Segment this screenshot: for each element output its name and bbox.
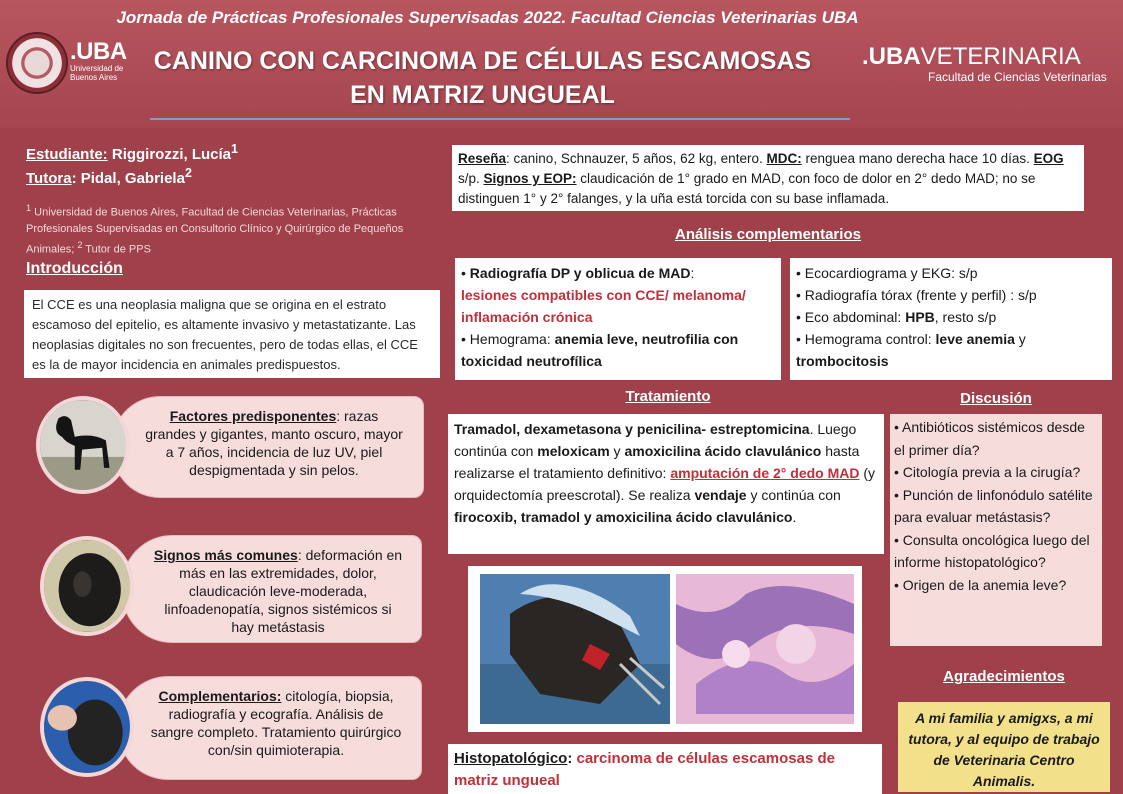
analisis-right-item: • Eco abdominal: HPB, resto s/p: [796, 309, 997, 325]
analisis-rx-label: Radiografía DP y oblicua de MAD: [469, 265, 691, 281]
black-dog-image: [40, 400, 126, 490]
analisis-right-item: • Radiografía tórax (frente y perfil) : s/p: [796, 287, 1037, 303]
tratamiento-heading: Tratamiento: [625, 388, 711, 405]
discusion-item: • Consulta oncológica luego del informe histopatológico?: [894, 531, 1090, 570]
analisis-right-box: [790, 258, 1112, 380]
discusion-heading: Discusión: [960, 390, 1032, 407]
discusion-item: • Antibióticos sistémicos desde el primer día?: [894, 419, 1085, 458]
trat-t5: y continúa con: [746, 487, 841, 503]
analisis-right-item-after: , resto s/p: [934, 309, 997, 325]
signos-label: Signos más comunes: [153, 547, 298, 563]
analisis-right-item-after: y: [1014, 331, 1026, 347]
trat-bold1: Tramadol, dexametasona y penicilina- estreptomicina: [454, 421, 810, 437]
agradecimientos-box: A mi familia y amigxs, a mi tutora, y al equipo de trabajo de Veterinaria Centro Animalis.: [898, 702, 1110, 792]
analisis-heading: Análisis complementarios: [675, 226, 861, 243]
resena-box: [452, 145, 1084, 211]
eog-label: EOG: [1033, 151, 1064, 166]
analisis-hemo-label: Hemograma:: [469, 331, 555, 347]
resena-label: Reseña: [458, 151, 507, 166]
resena-text2: renguea mano derecha hace 10 días.: [801, 151, 1034, 166]
trat-amputacion: amputación de 2° dedo MAD: [670, 465, 860, 481]
uba-logo: [70, 40, 127, 82]
trat-t3: hasta realizarse el tratamiento definitivo:: [454, 443, 860, 481]
intro-box: El CCE es una neoplasia maligna que se origina en el estrato escamoso del epitelio, es altamente invasivo y metastatizante. Las neoplasias digitales no son frecuentes, pero de todas ellas, el CCE es la de mayor incidencia en animales predispuestos.: [24, 290, 440, 378]
trat-bold3: amoxicilina ácido clavulánico: [624, 443, 822, 459]
histology-photo: [676, 574, 854, 724]
agradecimientos-heading: Agradecimientos: [943, 668, 1065, 685]
signos-text: : deformación en más en las extremidades, dolor, claudicación leve-moderada, linfoadenopatía, signos sistémicos si hay metástasis: [164, 547, 403, 635]
student-label: Estudiante:: [26, 146, 108, 163]
trat-bold5: firocoxib, tramadol y amoxicilina ácido clavulánico: [454, 509, 793, 525]
header-divider: [150, 118, 850, 120]
paw-photo-circle: [40, 536, 134, 636]
discusion-item-text: Citología previa a la cirugía?: [902, 464, 1081, 480]
vet-logo-rest: VETERINARIA: [920, 43, 1081, 70]
authors-block: [26, 140, 238, 188]
analisis-right-item-text: Radiografía tórax (frente y perfil) : s/p: [804, 287, 1037, 303]
tutor-label: Tutora: [26, 170, 72, 187]
affil-sup1: 1: [26, 203, 32, 213]
mdc-label: MDC:: [766, 151, 802, 166]
intro-heading: Introducción: [26, 260, 123, 277]
factores-box: [112, 396, 424, 498]
signos-box: [122, 535, 422, 643]
analisis-right-item-text: Ecocardiograma y EKG: s/p: [804, 265, 978, 281]
trat-bold4: vendaje: [694, 487, 747, 503]
analisis-hemo-result: anemia leve, neutrofilia con toxicidad neutrofílica: [461, 331, 739, 369]
resena-text1: : canino, Schnauzer, 5 años, 62 kg, entero.: [506, 151, 767, 166]
trat-t4: (y orquidectomía preescrotal). Se realiza: [454, 465, 876, 503]
analisis-right-item: • Ecocardiograma y EKG: s/p: [796, 265, 978, 281]
affil-end: Tutor de PPS: [82, 243, 151, 256]
analisis-right-item-bold2: trombocitosis: [796, 353, 889, 369]
factores-label: Factores predisponentes: [169, 408, 337, 424]
eop-label: Signos y EOP:: [483, 171, 577, 186]
trat-t1: . Luego continúa con: [454, 421, 857, 459]
histo-label: Histopatológico: [454, 750, 568, 767]
histo-colon: :: [567, 750, 573, 767]
tutor-name: : Pidal, Gabriela: [71, 170, 185, 187]
paw-image: [44, 540, 130, 632]
analisis-right-item-bold: HPB: [905, 309, 935, 325]
factores-text: : razas grandes y gigantes, manto oscuro, mayor a 7 años, incidencia de luz UV, piel despigmentada y sin pelos.: [145, 408, 403, 478]
photos-frame: [468, 566, 862, 732]
affiliations: [26, 200, 431, 257]
student-name: Riggirozzi, Lucía: [107, 146, 232, 163]
exam-image: [44, 681, 130, 773]
discusion-item-text: Punción de linfonódulo satélite para evaluar metástasis?: [894, 486, 1093, 525]
discusion-item: • Citología previa a la cirugía?: [894, 464, 1081, 480]
student-sup: 1: [231, 142, 238, 156]
analisis-right-item-text: Hemograma control:: [804, 331, 936, 347]
discusion-item-text: Antibióticos sistémicos desde el primer día?: [894, 419, 1085, 458]
discusion-item: • Origen de la anemia leve?: [894, 576, 1067, 593]
tutor-sup: 2: [184, 166, 192, 180]
complementarios-text: citología, biopsia, radiografía y ecografía. Análisis de sangre completo. Tratamiento quirúrgico con/sin quimioterapia.: [150, 688, 402, 758]
conference-banner: Jornada de Prácticas Profesionales Supervisadas 2022. Facultad Ciencias Veterinarias UBA: [116, 8, 859, 27]
resena-text4: claudicación de 1° grado en MAD, con foco de dolor en 2° dedo MAD; no se distinguen 1° y 2° falanges, y la uña está torcida con su base inflamada.: [458, 171, 1036, 206]
complementarios-label: Complementarios:: [158, 688, 282, 704]
complementarios-box: [118, 676, 422, 780]
affil-sup2: 2: [77, 239, 83, 250]
exam-photo-circle: [40, 677, 134, 777]
trat-t6: .: [792, 509, 797, 525]
discusion-box: [890, 414, 1102, 646]
uba-logo-text: .UBA: [70, 38, 127, 65]
analisis-left-box: • Radiografía DP y oblicua de MAD: lesiones compatibles con CCE/ melanoma/ inflamación crónica • Hemograma: anemia leve, neutrofilia con toxicidad neutrofílica: [455, 258, 781, 380]
affil-text: Universidad de Buenos Aires, Facultad de Ciencias Veterinarias, Prácticas Profesionales Supervisadas en Consultorio Clínico y Quirúrgico de Pequeños Animales;: [26, 206, 404, 256]
uba-logo-line2: Buenos Aires: [70, 73, 118, 82]
histopatologico-box: [448, 744, 882, 794]
poster-title: [140, 44, 825, 112]
analisis-right-item-bold: leve anemia: [935, 331, 1015, 347]
resena-text3: s/p.: [458, 171, 484, 186]
histo-result: carcinoma de células escamosas de matriz ungueal: [454, 750, 835, 789]
veterinaria-logo: [862, 44, 1107, 84]
discusion-item-text: Origen de la anemia leve?: [902, 576, 1067, 593]
analisis-rx-colon: :: [690, 265, 695, 281]
poster-title-line1: CANINO CON CARCINOMA DE CÉLULAS ESCAMOSAS: [153, 47, 812, 75]
trat-bold2: meloxicam: [537, 443, 610, 459]
vet-logo-sub: Facultad de Ciencias Veterinarias: [928, 70, 1107, 84]
discusion-item: • Punción de linfonódulo satélite para evaluar metástasis?: [894, 486, 1093, 525]
analisis-rx-result: lesiones compatibles con CCE/ melanoma/ inflamación crónica: [461, 287, 746, 325]
trat-t2: y: [609, 443, 625, 459]
dog-photo-circle: [36, 396, 130, 494]
vet-logo-bold: .UBA: [862, 43, 921, 70]
tratamiento-box: [448, 414, 884, 554]
uba-logo-line1: Universidad de: [70, 64, 124, 73]
university-seal-icon: [6, 32, 68, 94]
analisis-right-item-text: Eco abdominal:: [804, 309, 906, 325]
discusion-item-text: Consulta oncológica luego del informe histopatológico?: [894, 531, 1090, 570]
poster-title-line2: EN MATRIZ UNGUEAL: [350, 81, 615, 109]
analisis-right-item: • Hemograma control: leve anemia y trombocitosis: [796, 331, 1026, 369]
surgery-photo: [480, 574, 670, 724]
